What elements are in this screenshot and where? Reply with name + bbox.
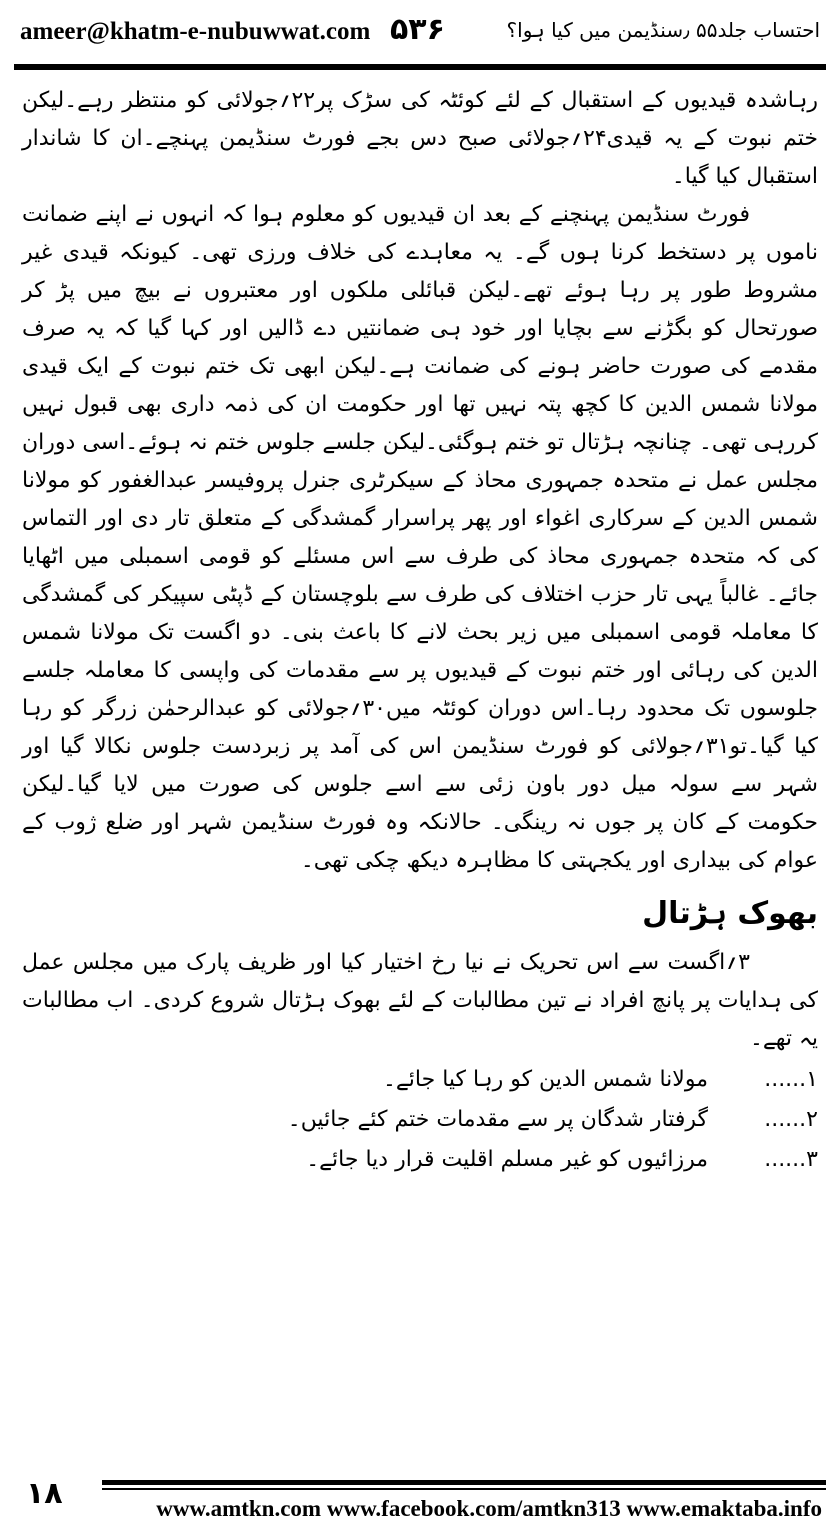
main-text xyxy=(22,82,818,1180)
footer-rule-thin xyxy=(102,1488,826,1490)
header-email: ameer@khatm-e-nubuwwat.com xyxy=(20,18,371,45)
header-rule xyxy=(14,64,826,70)
paragraph-1: رہاشدہ قیدیوں کے استقبال کے لئے کوئٹہ کی سڑک پر۲۲؍جولائی کو منتظر رہے۔لیکن ختم نبوت کے یہ قیدی۲۴؍جولائی صبح دس بجے فورٹ سنڈیمن پہنچے۔ان کا شاندار استقبال کیا گیا۔ xyxy=(22,88,819,189)
section-heading: بھوک ہڑتال xyxy=(642,896,818,931)
list-item xyxy=(22,1140,818,1180)
footer-page-number: ۱۸ xyxy=(26,1476,63,1511)
footer-rule-thick xyxy=(102,1480,826,1485)
header-book-title: احتساب جلد۵۵ ٫سنڈیمن میں کیا ہوا؟ xyxy=(506,18,820,42)
list-item-number: ۲...... xyxy=(764,1107,818,1132)
header-page-number: ۵۳۶ xyxy=(390,12,445,47)
footer-website-links: www.amtkn.com www.facebook.com/amtkn313 www.emaktaba.info xyxy=(156,1496,822,1521)
list-item xyxy=(22,1100,818,1140)
list-item-number: ۳...... xyxy=(764,1147,818,1172)
demands-list xyxy=(22,1060,818,1180)
list-item-text: مرزائیوں کو غیر مسلم اقلیت قرار دیا جائے۔ xyxy=(306,1147,708,1172)
section-paragraph: ۳؍اگست سے اس تحریک نے نیا رخ اختیار کیا اور ظریف پارک میں مجلس عمل کی ہدایات پر پانچ افراد نے تین مطالبات کے لئے بھوک ہڑتال شروع کردی۔ اب مطالبات یہ تھے۔ xyxy=(22,950,818,1051)
list-item xyxy=(22,1060,818,1100)
page-header xyxy=(14,12,826,52)
page-footer xyxy=(14,1472,826,1528)
paragraph-2: فورٹ سنڈیمن پہنچنے کے بعد ان قیدیوں کو معلوم ہوا کہ انہوں نے اپنے ضمانت ناموں پر دستخط کرنا ہوں گے۔ یہ معاہدے کی خلاف ورزی تھی۔ کیونکہ قیدی غیر مشروط طور پر رہا ہوئے تھے۔لیکن قبائلی ملکوں اور معتبروں نے بیچ میں پڑ کر صورتحال کو بگڑنے سے بچایا اور خود ہی ضمانتیں دے ڈالیں اور کہا گیا کہ یہ صرف مقدمے کی صورت حاضر ہونے کی ضمانت ہے۔لیکن ابھی تک ختم نبوت کے ایک قیدی مولانا شمس الدین کا کچھ پتہ نہیں تھا اور حکومت ان کی ذمہ داری بھی قبول نہیں کررہی تھی۔ چنانچہ ہڑتال تو ختم ہوگئی۔لیکن جلسے جلوس ختم نہ ہوئے۔اسی دوران مجلس عمل نے متحدہ جمہوری محاذ کے سیکرٹری جنرل پروفیسر عبدالغفور کو مولانا شمس الدین کے سرکاری اغواء اور پھر پراسرار گمشدگی کے متعلق تار دی اور التماس کی کہ متحدہ جمہوری محاذ کی طرف سے اس مسئلے کو قومی اسمبلی میں اٹھایا جائے۔ غالباً یہی تار حزب اختلاف کی طرف سے بلوچستان کے ڈپٹی سپیکر کی گمشدگی کا معاملہ قومی اسمبلی میں زیر بحث لانے کا باعث بنی۔ دو اگست تک مولانا شمس الدین کی رہائی اور ختم نبوت کے قیدیوں پر سے مقدمات کی واپسی کا معاملہ جلسے جلوسوں تک محدود رہا۔اس دوران کوئٹہ میں۳۰؍جولائی کو عبدالرحمٰن زرگر کو رہا کیا گیا۔تو۳۱؍جولائی کو فورٹ سنڈیمن اس کی آمد پر زبردست جلوس نکالا گیا اور شہر سے سولہ میل دور باون زئی سے اسے جلوس کی صورت میں لایا گیا۔لیکن حکومت کے کان پر جوں نہ رینگی۔ حالانکہ وہ فورٹ سنڈیمن شہر اور ضلع ژوب کے عوام کی بیداری اور یکجہتی کا مظاہرہ دیکھ چکی تھی۔ xyxy=(22,202,818,873)
list-item-text: مولانا شمس الدین کو رہا کیا جائے۔ xyxy=(383,1067,708,1092)
list-item-text: گرفتار شدگان پر سے مقدمات ختم کئے جائیں۔ xyxy=(287,1107,708,1132)
list-item-number: ۱...... xyxy=(764,1067,818,1092)
